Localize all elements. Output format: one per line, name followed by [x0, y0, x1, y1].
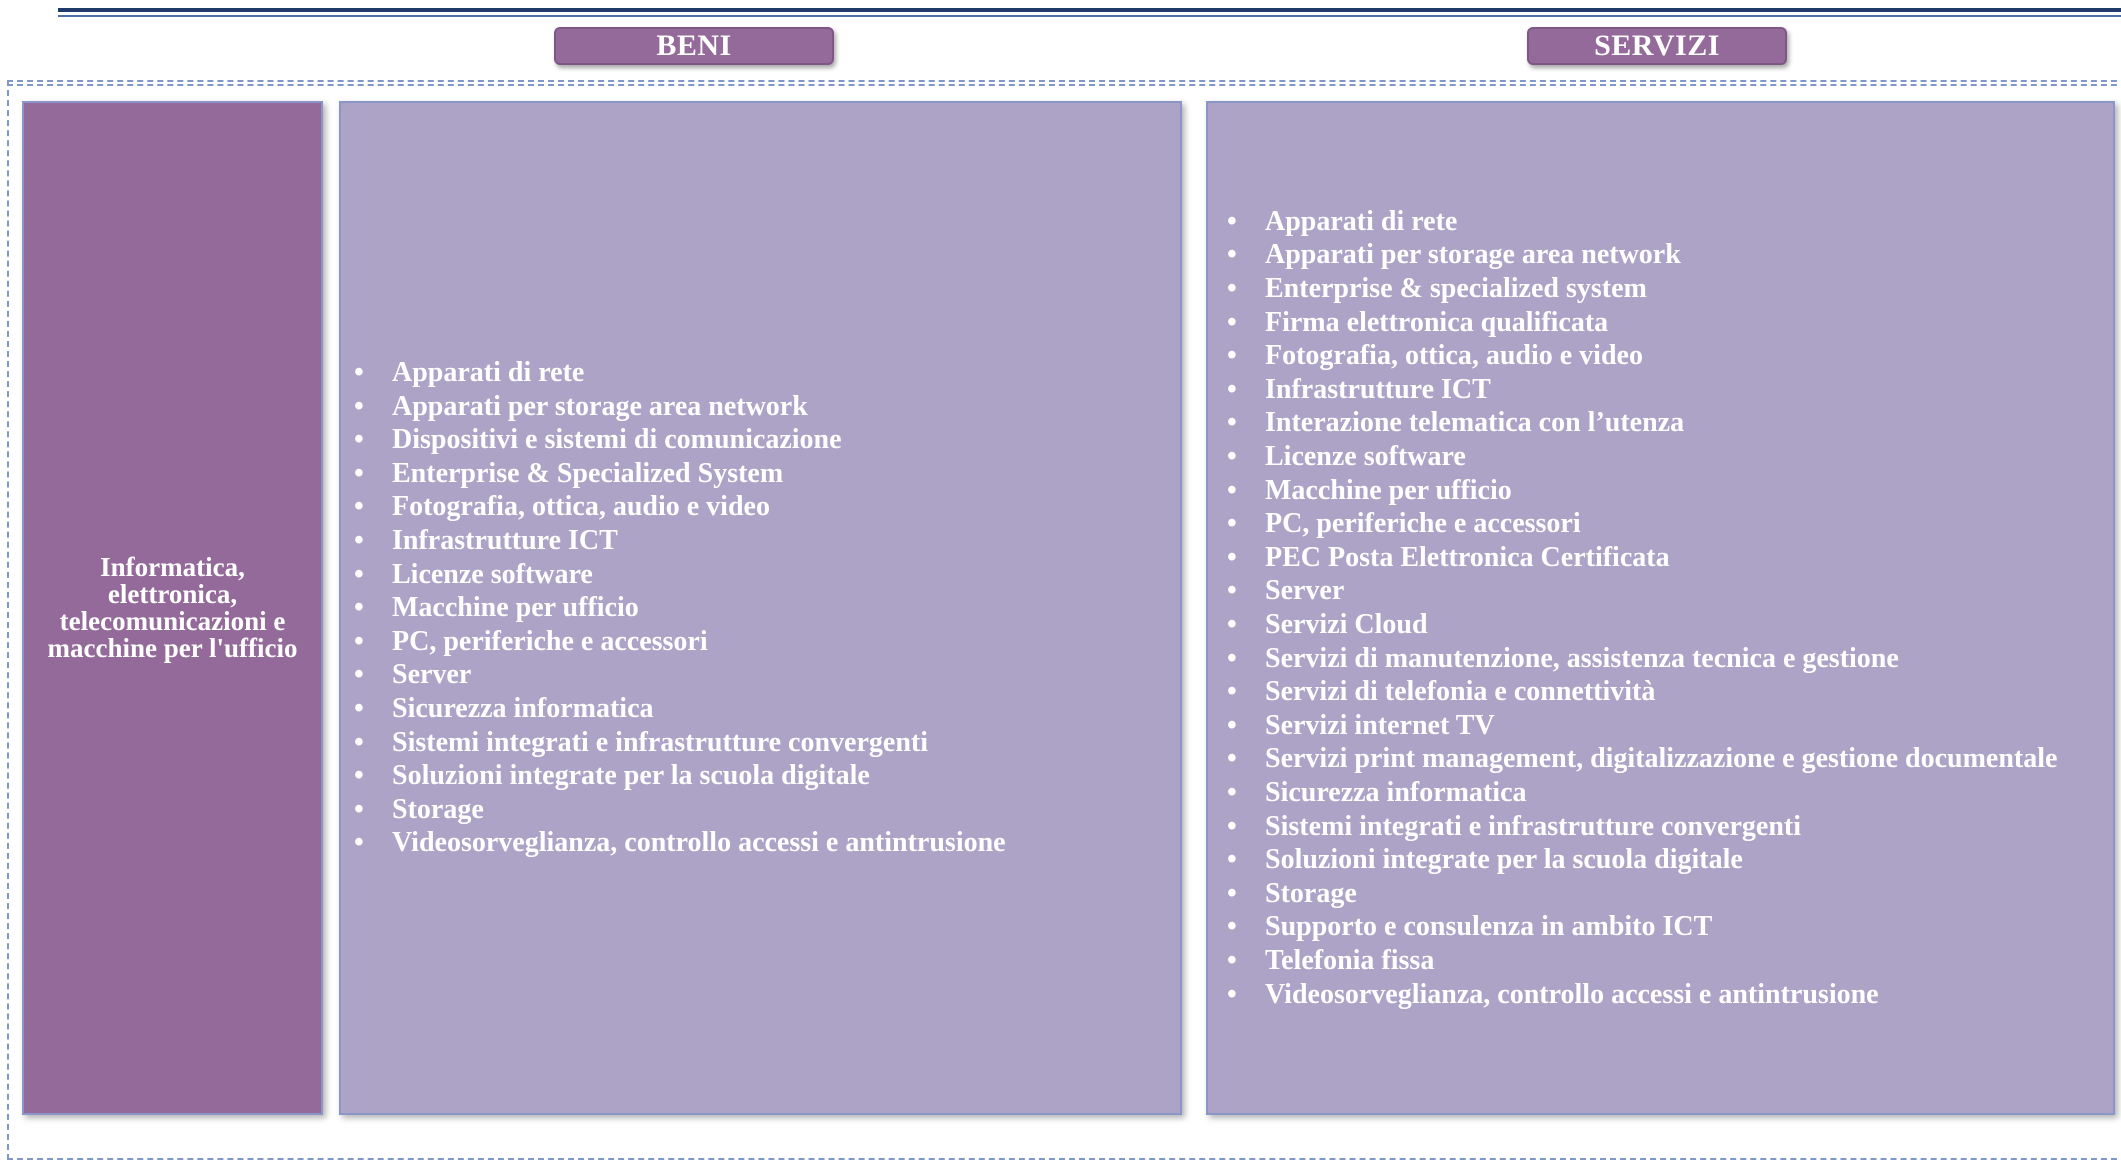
servizi-list-item: • Servizi print management, digitalizzazione e gestione documentale	[1227, 742, 2057, 776]
beni-list-item: • Dispositivi e sistemi di comunicazione	[354, 423, 1006, 457]
servizi-list-item: • Macchine per ufficio	[1227, 474, 2057, 508]
servizi-list-item: • Supporto e consulenza in ambito ICT	[1227, 910, 2057, 944]
servizi-list-item: • Infrastrutture ICT	[1227, 373, 2057, 407]
servizi-list-item: • Sicurezza informatica	[1227, 776, 2057, 810]
top-rule	[58, 8, 2121, 12]
beni-list-item: • Sistemi integrati e infrastrutture convergenti	[354, 726, 1006, 760]
beni-list-item: • PC, periferiche e accessori	[354, 625, 1006, 659]
beni-list-item: • Licenze software	[354, 558, 1006, 592]
servizi-list	[1208, 205, 2067, 1011]
beni-list-item: • Sicurezza informatica	[354, 692, 1006, 726]
servizi-list-item: • Servizi di manutenzione, assistenza tecnica e gestione	[1227, 642, 2057, 676]
servizi-list-item: • PEC Posta Elettronica Certificata	[1227, 541, 2057, 575]
servizi-list-item: • Server	[1227, 574, 2057, 608]
servizi-list-item: • Licenze software	[1227, 440, 2057, 474]
servizi-header: SERVIZI	[1527, 27, 1787, 65]
beni-list-item: • Enterprise & Specialized System	[354, 457, 1006, 491]
beni-list-box	[339, 101, 1182, 1115]
beni-list-item: • Macchine per ufficio	[354, 591, 1006, 625]
servizi-list-box	[1206, 101, 2115, 1115]
beni-list-item: • Apparati per storage area network	[354, 390, 1006, 424]
beni-list-item: • Videosorveglianza, controllo accessi e antintrusione	[354, 826, 1006, 860]
servizi-list-item: • Soluzioni integrate per la scuola digitale	[1227, 843, 2057, 877]
beni-list-item: • Infrastrutture ICT	[354, 524, 1006, 558]
beni-list-item: • Storage	[354, 793, 1006, 827]
servizi-list-item: • Telefonia fissa	[1227, 944, 2057, 978]
servizi-list-item: • Storage	[1227, 877, 2057, 911]
servizi-list-item: • Interazione telematica con l’utenza	[1227, 406, 2057, 440]
dashed-frame-inner-line	[7, 84, 2121, 87]
servizi-list-item: • Apparati di rete	[1227, 205, 2057, 239]
beni-list-item: • Fotografia, ottica, audio e video	[354, 490, 1006, 524]
category-box	[22, 101, 323, 1115]
category-label: Informatica, elettronica, telecomunicazioni e macchine per l'ufficio	[47, 552, 298, 663]
servizi-list-item: • Videosorveglianza, controllo accessi e antintrusione	[1227, 978, 2057, 1012]
beni-list-item: • Apparati di rete	[354, 356, 1006, 390]
servizi-list-item: • Firma elettronica qualificata	[1227, 306, 2057, 340]
servizi-list-item: • Servizi internet TV	[1227, 709, 2057, 743]
servizi-list-item: • Apparati per storage area network	[1227, 238, 2057, 272]
servizi-list-item: • PC, periferiche e accessori	[1227, 507, 2057, 541]
servizi-list-item: • Fotografia, ottica, audio e video	[1227, 339, 2057, 373]
servizi-list-item: • Enterprise & specialized system	[1227, 272, 2057, 306]
beni-header: BENI	[554, 27, 834, 65]
servizi-list-item: • Sistemi integrati e infrastrutture convergenti	[1227, 810, 2057, 844]
servizi-list-item: • Servizi di telefonia e connettività	[1227, 675, 2057, 709]
servizi-list-item: • Servizi Cloud	[1227, 608, 2057, 642]
beni-list-item: • Soluzioni integrate per la scuola digitale	[354, 759, 1006, 793]
beni-list	[341, 356, 1016, 860]
beni-list-item: • Server	[354, 658, 1006, 692]
top-rule-thin	[58, 15, 2121, 17]
